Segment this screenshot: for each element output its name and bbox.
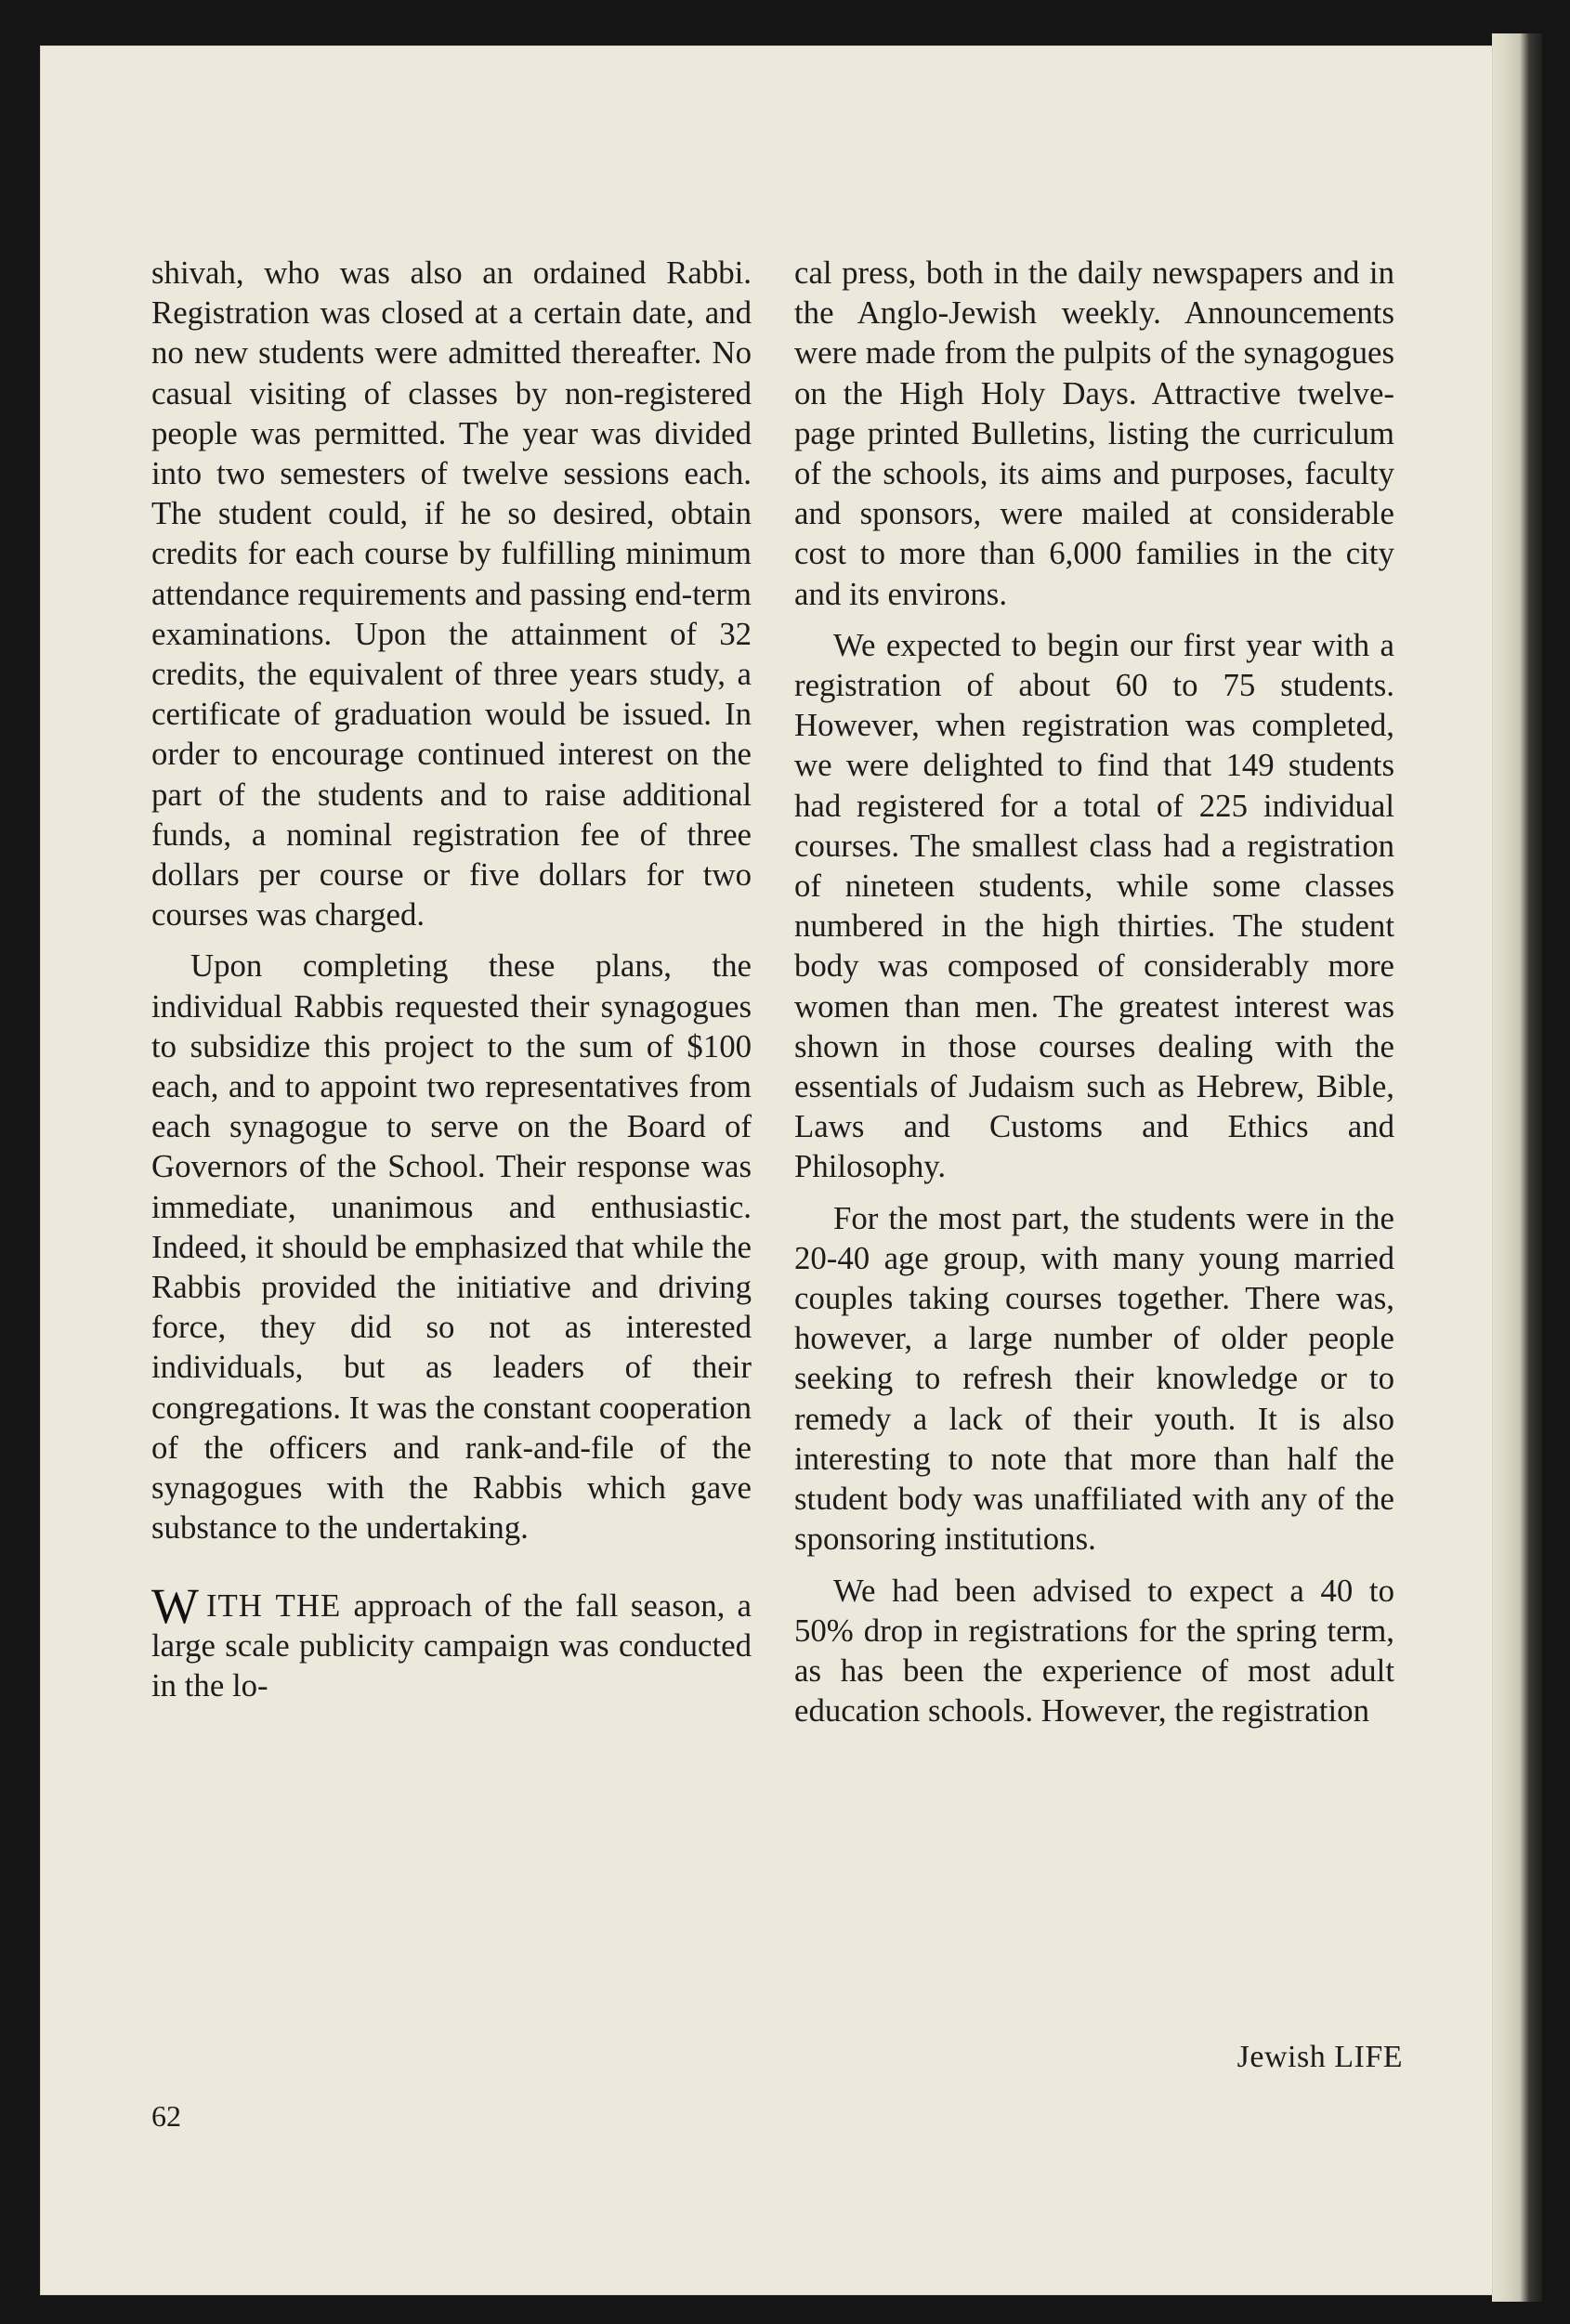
- paragraph: Upon completing these plans, the individual Rabbis requested their synagogues to subsidize this project to the sum of $100 each, and to appoint two representatives from each synagogue to serve on the Board of Governors of the School. Their response was immediate, unanimous and enthusiastic. Indeed, it should be emphasized that while the Rabbis provided the initiative and driving force, they did so not as interested individuals, but as leaders of their congregations. It was the constant cooperation of the officers and rank-and-file of the synagogues with the Rabbis which gave substance to the undertaking.: [151, 947, 752, 1547]
- paragraph: We had been advised to expect a 40 to 50% drop in registrations for the spring term, as has been the experience of most adult education schools. However, the registration: [794, 1572, 1394, 1730]
- drop-cap: W: [151, 1577, 199, 1634]
- paragraph-text: approach of the fall season, a large scale publicity campaign was conducted in the lo-: [151, 1586, 752, 1704]
- paragraph: shivah, who was also an ordained Rabbi. Registration was closed at a certain date, and no new students were admitted thereafter. No casual visiting of classes by non-registered people was permitted. The year was divided into two semesters of twelve sessions each. The student could, if he so desired, obtain credits for each course by fulfilling minimum attendance requirements and passing end-term examinations. Upon the attainment of 32 credits, the equivalent of three years study, a certificate of graduation would be issued. In order to encourage continued interest on the part of the students and to raise additional funds, a nominal registration fee of three dollars per course or five dollars for two courses was charged.: [151, 255, 752, 934]
- paragraph: We expected to begin our first year with a registration of about 60 to 75 students. However, when registration was completed, we were delighted to find that 149 students had registered for a total of 225 individual courses. The smallest class had a registration of nineteen students, while some classes numbered in the high thirties. The student body was composed of considerably more women than men. The greatest interest was shown in those courses dealing with the essentials of Judaism such as Hebrew, Bible, Laws and Customs and Ethics and Philosophy.: [794, 626, 1394, 1185]
- magazine-title: Jewish LIFE: [1236, 2040, 1403, 2074]
- right-text-column: [794, 253, 1394, 1730]
- section-opening-paragraph: [151, 1577, 752, 1706]
- paragraph: For the most part, the students were in the 20-40 age group, with many young married couples taking courses together. There was, however, a large number of older people seeking to refresh their knowledge or to remedy a lack of their youth. It is also interesting to note that more than half the student body was unaffiliated with any of the sponsoring institutions.: [794, 1199, 1394, 1558]
- page-number: 62: [151, 2099, 181, 2133]
- next-page-edge: [1492, 33, 1542, 2302]
- paragraph: cal press, both in the daily newspapers and in the Anglo-Jewish weekly. Announcements were made from the pulpits of the synagogues on the High Holy Days. Attractive twelve-page printed Bulletins, listing the curriculum of the schools, its aims and purposes, faculty and sponsors, were mailed at considerable cost to more than 6,000 families in the city and its environs.: [794, 255, 1394, 612]
- small-caps-lead: ITH THE: [205, 1586, 342, 1624]
- left-text-column: [151, 253, 752, 1705]
